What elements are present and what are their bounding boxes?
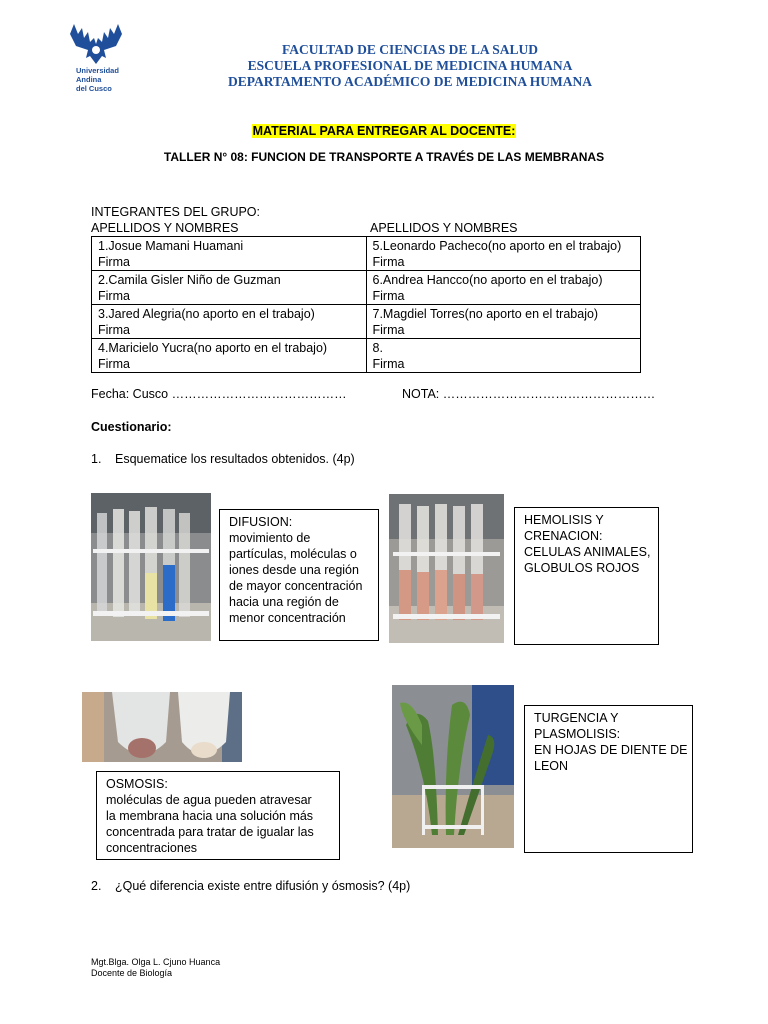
box-line: menor concentración [229,611,346,625]
question-number: 2. [91,879,102,893]
footer-role: Docente de Biología [91,968,173,978]
box-line: CRENACION: [524,529,603,543]
member-name: 5.Leonardo Pacheco(no aporto en el trabajo) [372,239,622,253]
question-text: Esquematice los resultados obtenidos. (4p) [115,452,355,466]
signature-label: Firma [98,255,130,269]
box-line: la membrana hacia una solución más [106,809,314,823]
footer-author: Mgt.Blga. Olga L. Cjuno Huanca [91,957,221,967]
question-1 [91,452,355,466]
signature-label: Firma [372,323,405,337]
signature-label: Firma [372,289,405,303]
member-name: 8. [372,341,383,355]
document-header [140,42,680,90]
signature-label: Firma [98,357,130,371]
member-name: 6.Andrea Hancco(no aporto en el trabajo) [372,273,603,287]
header-department: DEPARTAMENTO ACADÉMICO DE MEDICINA HUMANA [227,74,593,89]
box-line: PLASMOLISIS: [534,727,621,741]
header-school: ESCUELA PROFESIONAL DE MEDICINA HUMANA [247,58,573,73]
date-field: Fecha: Cusco …………………………………… [91,387,347,401]
box-line: moléculas de agua pueden atravesar [106,793,312,807]
signature-label: Firma [372,255,405,269]
box-line: partículas, moléculas o [229,547,357,561]
signature-label: Firma [372,357,405,371]
taller-title: TALLER N° 08: FUNCION DE TRANSPORTE A TRAVÉS DE LAS MEMBRANAS [163,150,605,164]
logo-text-line: Universidad [76,66,119,75]
member-name: 3.Jared Alegria(no aporto en el trabajo) [98,307,315,321]
signature-label: Firma [98,289,130,303]
member-name: 1.Josue Mamani Huamani [98,239,244,253]
box-line: hacia una región de [229,595,339,609]
box-line: TURGENCIA Y [534,711,619,725]
box-line: movimiento de [229,531,311,545]
member-cell [92,237,367,271]
hemolysis-box [514,507,659,645]
table-row [92,305,641,339]
members-table [91,236,641,373]
member-cell [92,271,367,305]
hemolysis-test-tubes-photo [389,494,504,643]
table-row [92,339,641,373]
column-header-right: APELLIDOS Y NOMBRES [370,221,518,235]
osmosis-box [96,771,340,860]
column-header-left: APELLIDOS Y NOMBRES [91,221,239,235]
highlight-title: MATERIAL PARA ENTREGAR AL DOCENTE: [252,124,516,138]
turgor-box [524,705,693,853]
member-cell [366,237,641,271]
question-number: 1. [91,452,102,466]
box-line: de mayor concentración [229,579,363,593]
box-line: EN HOJAS DE DIENTE DE [534,743,688,757]
condor-emblem-icon [66,20,126,66]
footer [91,957,220,979]
box-line: GLOBULOS ROJOS [524,561,640,575]
diffusion-test-tubes-photo [91,493,211,641]
box-line: DIFUSION: [229,515,293,529]
question-text: ¿Qué diferencia existe entre difusión y ósmosis? (4p) [115,879,411,893]
member-cell [92,339,367,373]
dandelion-leaves-photo [392,685,514,848]
logo-text-line: Andina [76,75,102,84]
group-label: INTEGRANTES DEL GRUPO: [91,205,261,219]
member-cell [366,271,641,305]
question-2 [91,879,410,893]
box-line: HEMOLISIS Y [524,513,604,527]
osmosis-tubes-photo [82,692,242,762]
table-row [92,237,641,271]
box-line: iones desde una región [229,563,359,577]
box-line: concentrada para tratar de igualar las [106,825,314,839]
member-cell [366,305,641,339]
member-cell [92,305,367,339]
table-row [92,271,641,305]
header-faculty: FACULTAD DE CIENCIAS DE LA SALUD [282,42,538,57]
box-line: CELULAS ANIMALES, [524,545,651,559]
box-line: LEON [534,759,569,773]
highlight-title-wrap [0,122,768,140]
member-name: 7.Magdiel Torres(no aporto en el trabajo) [372,307,599,321]
diffusion-box [219,509,379,641]
box-line: concentraciones [106,841,198,855]
member-cell [366,339,641,373]
member-name: 4.Maricielo Yucra(no aporto en el trabajo) [98,341,328,355]
member-name: 2.Camila Gisler Niño de Guzman [98,273,281,287]
grade-field: NOTA: …………………………………………… [402,387,656,401]
questionnaire-heading: Cuestionario: [91,420,172,434]
box-line: OSMOSIS: [106,777,168,791]
signature-label: Firma [98,323,130,337]
university-logo [66,20,130,93]
logo-text-line: del Cusco [76,84,112,93]
